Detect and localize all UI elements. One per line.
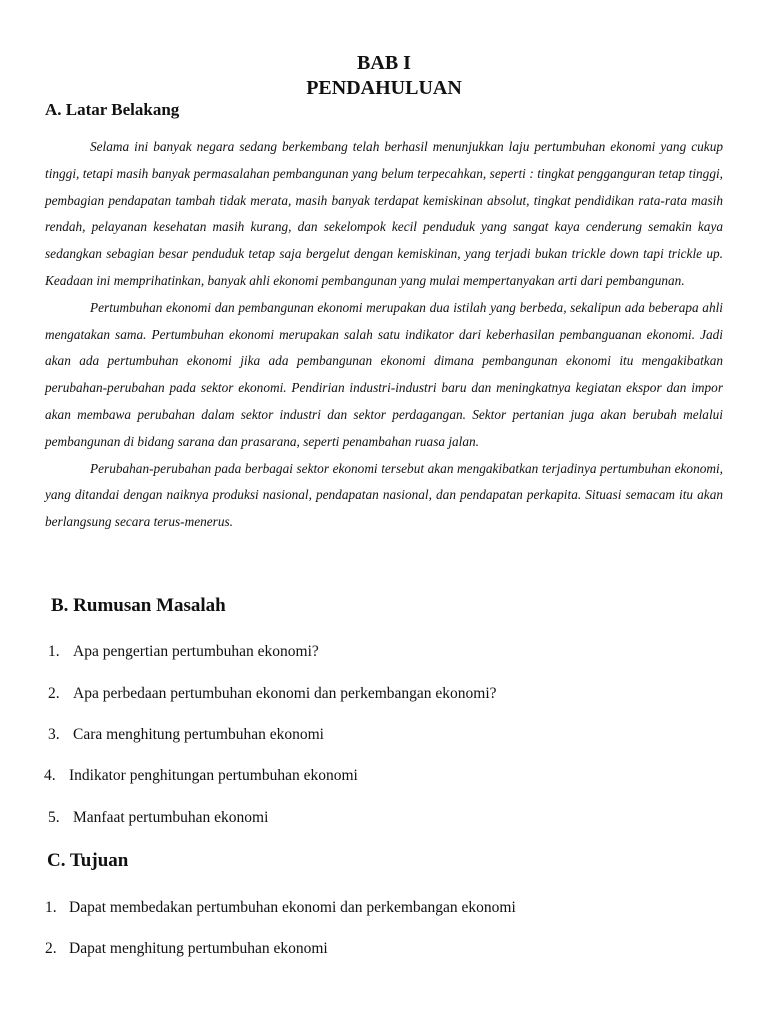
problem-list-item xyxy=(48,725,324,745)
list-number: 2. xyxy=(48,685,60,702)
section-b-heading: B. Rumusan Masalah xyxy=(51,595,226,616)
chapter-number: BAB I xyxy=(357,52,411,74)
problem-list-item xyxy=(48,642,319,662)
goal-list-item xyxy=(45,898,516,918)
goal-list-item xyxy=(45,939,328,959)
paragraph: Pertumbuhan ekonomi dan pembangunan ekonomi merupakan dua istilah yang berbeda, sekalipun ada beberapa ahli mengatakan sama. Pertumbuhan ekonomi merupakan salah satu indikator dari keberhasilan pembanguanan ekonomi. Jadi akan ada pertumbuhan ekonomi jika ada pembangunan ekonomi dimana pembangunan ekonomi itu mengakibatkan perubahan-perubahan pada sektor ekonomi. Pendirian industri-industri baru dan meningkatnya kegiatan ekspor dan impor akan membawa perubahan dalam sektor industri dan sektor perdagangan. Sektor pertanian juga akan berubah melalui pembangunan di bidang sarana dan prasarana, seperti penambahan ruasa jalan. xyxy=(45,299,723,449)
paragraph: Perubahan-perubahan pada berbagai sektor ekonomi tersebut akan mengakibatkan terjadinya pertumbuhan ekonomi, yang ditandai dengan naiknya produksi nasional, pendapatan nasional, dan pendapatan perkapita. Situasi semacam itu akan berlangsung secara terus-menerus. xyxy=(45,460,723,530)
list-text: Indikator penghitungan pertumbuhan ekonomi xyxy=(69,767,358,784)
chapter-title: PENDAHULUAN xyxy=(306,77,462,99)
paragraph: Selama ini banyak negara sedang berkembang telah berhasil menunjukkan laju pertumbuhan ekonomi yang cukup tinggi, tetapi masih banyak permasalahan pembangunan yang belum terpecahkan, seperti : tingkat pengganguran tetap tinggi, pembagian pendapatan tambah tidak merata, masih banyak terdapat kemiskinan absolut, tingkat pendidikan rata-rata masih rendah, pelayanan kesehatan masih kurang, dan sekelompok kecil penduduk yang sangat kaya cenderung semakin kaya sedangkan sebagian besar penduduk tetap saja bergelut dengan kemiskinan, yang terjadi bukan trickle down tapi trickle up. Keadaan ini memprihatinkan, banyak ahli ekonomi pembangunan yang mulai mempertanyakan arti dari pembangunan. xyxy=(45,139,723,288)
list-number: 1. xyxy=(45,899,57,916)
list-text: Apa perbedaan pertumbuhan ekonomi dan perkembangan ekonomi? xyxy=(73,685,497,702)
problem-list-item xyxy=(48,808,268,828)
list-number: 2. xyxy=(45,940,57,957)
list-number: 4. xyxy=(44,767,56,784)
list-text: Cara menghitung pertumbuhan ekonomi xyxy=(73,726,324,743)
section-a-heading: A. Latar Belakang xyxy=(45,100,180,119)
list-number: 5. xyxy=(48,809,60,826)
background-text xyxy=(45,134,723,536)
list-text: Manfaat pertumbuhan ekonomi xyxy=(73,809,269,826)
section-c-heading: C. Tujuan xyxy=(47,850,129,871)
problem-list-item xyxy=(48,684,497,704)
list-text: Dapat menghitung pertumbuhan ekonomi xyxy=(69,940,328,957)
list-text: Apa pengertian pertumbuhan ekonomi? xyxy=(73,643,319,660)
problem-list-item xyxy=(44,766,358,786)
list-number: 1. xyxy=(48,643,60,660)
list-text: Dapat membedakan pertumbuhan ekonomi dan perkembangan ekonomi xyxy=(69,899,516,916)
list-number: 3. xyxy=(48,726,60,743)
